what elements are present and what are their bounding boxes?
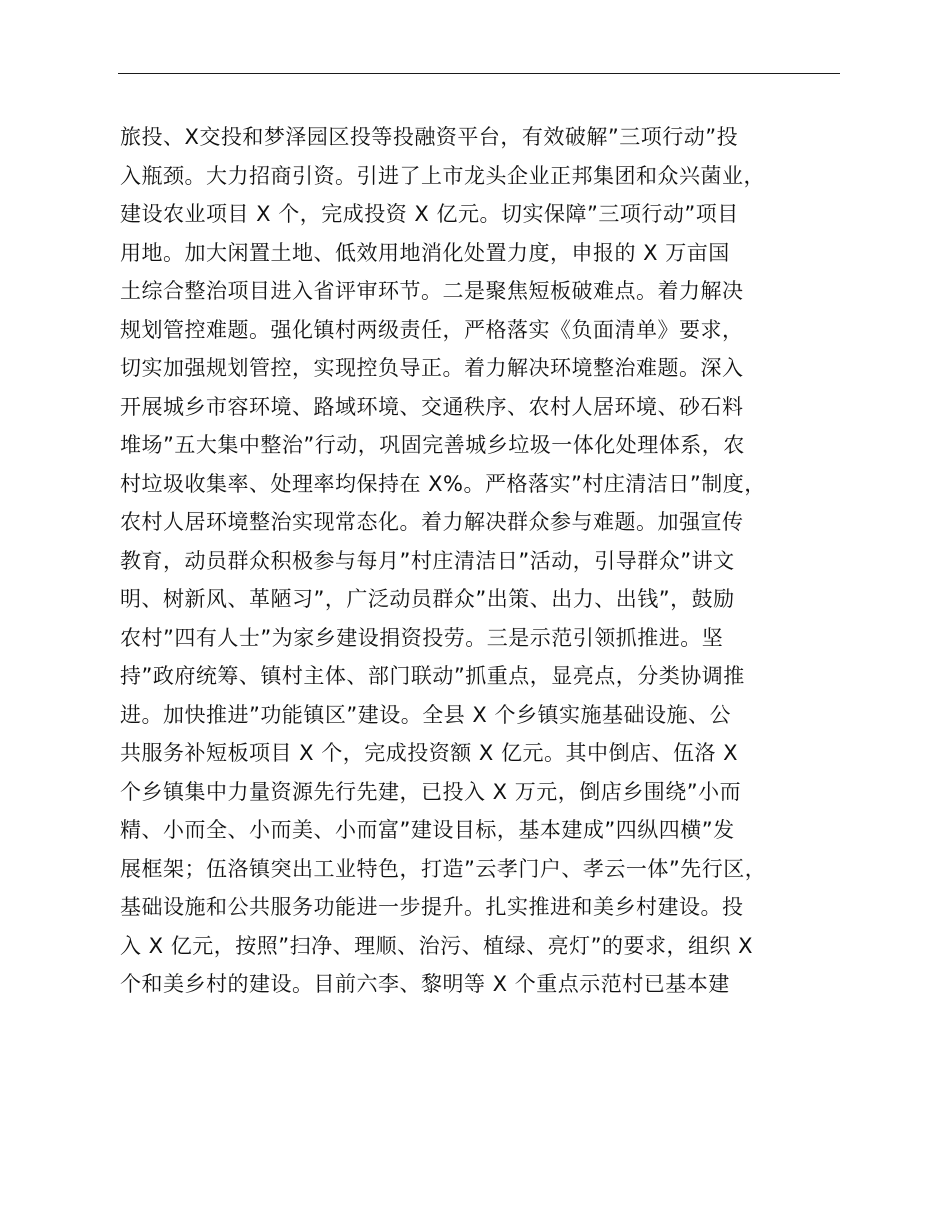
text-line: 个乡镇集中力量资源先行先建，已投入 X 万元，倒店乡围绕”小而	[120, 779, 742, 804]
text-line: 开展城乡市容环境、路域环境、交通秩序、农村人居环境、砂石料	[120, 394, 744, 419]
text-line: 共服务补短板项目 X 个，完成投资额 X 亿元。其中倒店、伍洛 X	[120, 741, 739, 765]
document-body	[120, 118, 860, 1004]
text-line: 明、树新风、革陋习”，广泛动员群众”出策、出力、出钱”，鼓励	[120, 587, 735, 611]
text-line: 堆场”五大集中整治”行动，巩固完善城乡垃圾一体化处理体系，农	[120, 433, 745, 457]
text-line: 旅投、X交投和梦泽园区投等投融资平台，有效破解”三项行动”投	[120, 125, 739, 149]
text-line: 个和美乡村的建设。目前六李、黎明等 X 个重点示范村已基本建	[120, 972, 730, 996]
text-line: 建设农业项目 X 个，完成投资 X 亿元。切实保障”三项行动”项目	[120, 202, 739, 226]
text-line: 持”政府统筹、镇村主体、部门联动”抓重点，显亮点，分类协调推	[120, 664, 745, 688]
text-line: 基础设施和公共服务功能进一步提升。扎实推进和美乡村建设。投	[120, 895, 744, 919]
header-rule	[118, 73, 840, 74]
text-line: 进。加快推进”功能镇区”建设。全县 X 个乡镇实施基础设施、公	[120, 702, 731, 727]
text-line: 农村人居环境整治实现常态化。着力解决群众参与难题。加强宣传	[120, 510, 744, 534]
text-line: 精、小而全、小而美、小而富”建设目标，基本建成”四纵四横”发	[120, 818, 735, 842]
text-line: 用地。加大闲置土地、低效用地消化处置力度，申报的 X 万亩国	[120, 240, 730, 265]
text-line: 展框架；伍洛镇突出工业特色，打造”云孝门户、孝云一体”先行区，	[120, 856, 767, 881]
text-line: 切实加强规划管控，实现控负导正。着力解决环境整治难题。深入	[120, 356, 744, 380]
text-line: 土综合整治项目进入省评审环节。二是聚焦短板破难点。着力解决	[120, 279, 744, 303]
text-line: 入 X 亿元，按照”扫净、理顺、治污、植绿、亮灯”的要求，组织 X	[120, 933, 754, 958]
text-line: 入瓶颈。大力招商引资。引进了上市龙头企业正邦集团和众兴菌业，	[120, 163, 765, 188]
text-line: 教育，动员群众积极参与每月”村庄清洁日”活动，引导群众”讲文	[120, 548, 735, 573]
text-line: 农村”四有人士”为家乡建设捐资投劳。三是示范引领抓推进。坚	[120, 625, 724, 650]
text-line: 规划管控难题。强化镇村两级责任，严格落实《负面清单》要求，	[120, 317, 744, 342]
text-line: 村垃圾收集率、处理率均保持在 X%。严格落实”村庄清洁日”制度，	[120, 471, 766, 496]
